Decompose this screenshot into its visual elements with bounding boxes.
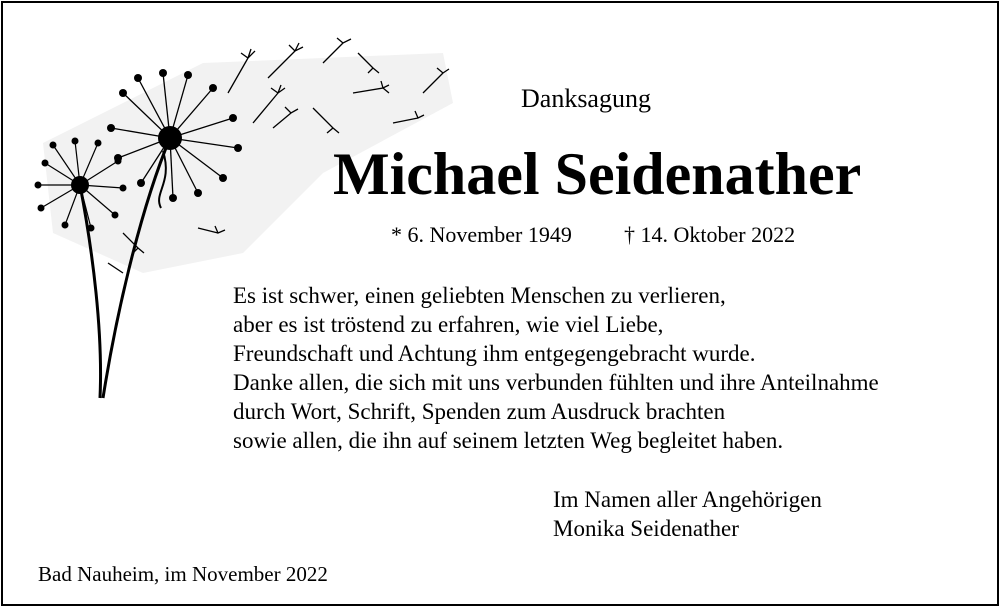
notice-heading: Danksagung [521,84,651,113]
signature-block [553,485,822,543]
death-date: † 14. Oktober 2022 [624,222,796,247]
birth-date: * 6. November 1949 [391,222,572,247]
text-line: Danke allen, die sich mit uns verbunden fühlten und ihre Anteilnahme [233,370,879,395]
text-line: durch Wort, Schrift, Spenden zum Ausdruck brachten [233,399,726,424]
text-line: aber es ist tröstend zu erfahren, wie viel Liebe, [233,312,664,337]
text-line: Es ist schwer, einen geliebten Menschen zu verlieren, [233,283,726,308]
signature-line: Monika Seidenather [553,516,739,541]
text-line: sowie allen, die ihn auf seinem letzten Weg begleitet haben. [233,428,784,453]
text-line: Freundschaft und Achtung ihm entgegengebracht wurde. [233,341,756,366]
signature-line: Im Namen aller Angehörigen [553,487,822,512]
place-and-date: Bad Nauheim, im November 2022 [38,562,328,586]
thank-you-text [233,281,879,455]
deceased-name: Michael Seidenather [333,141,862,207]
notice-frame [1,1,999,606]
